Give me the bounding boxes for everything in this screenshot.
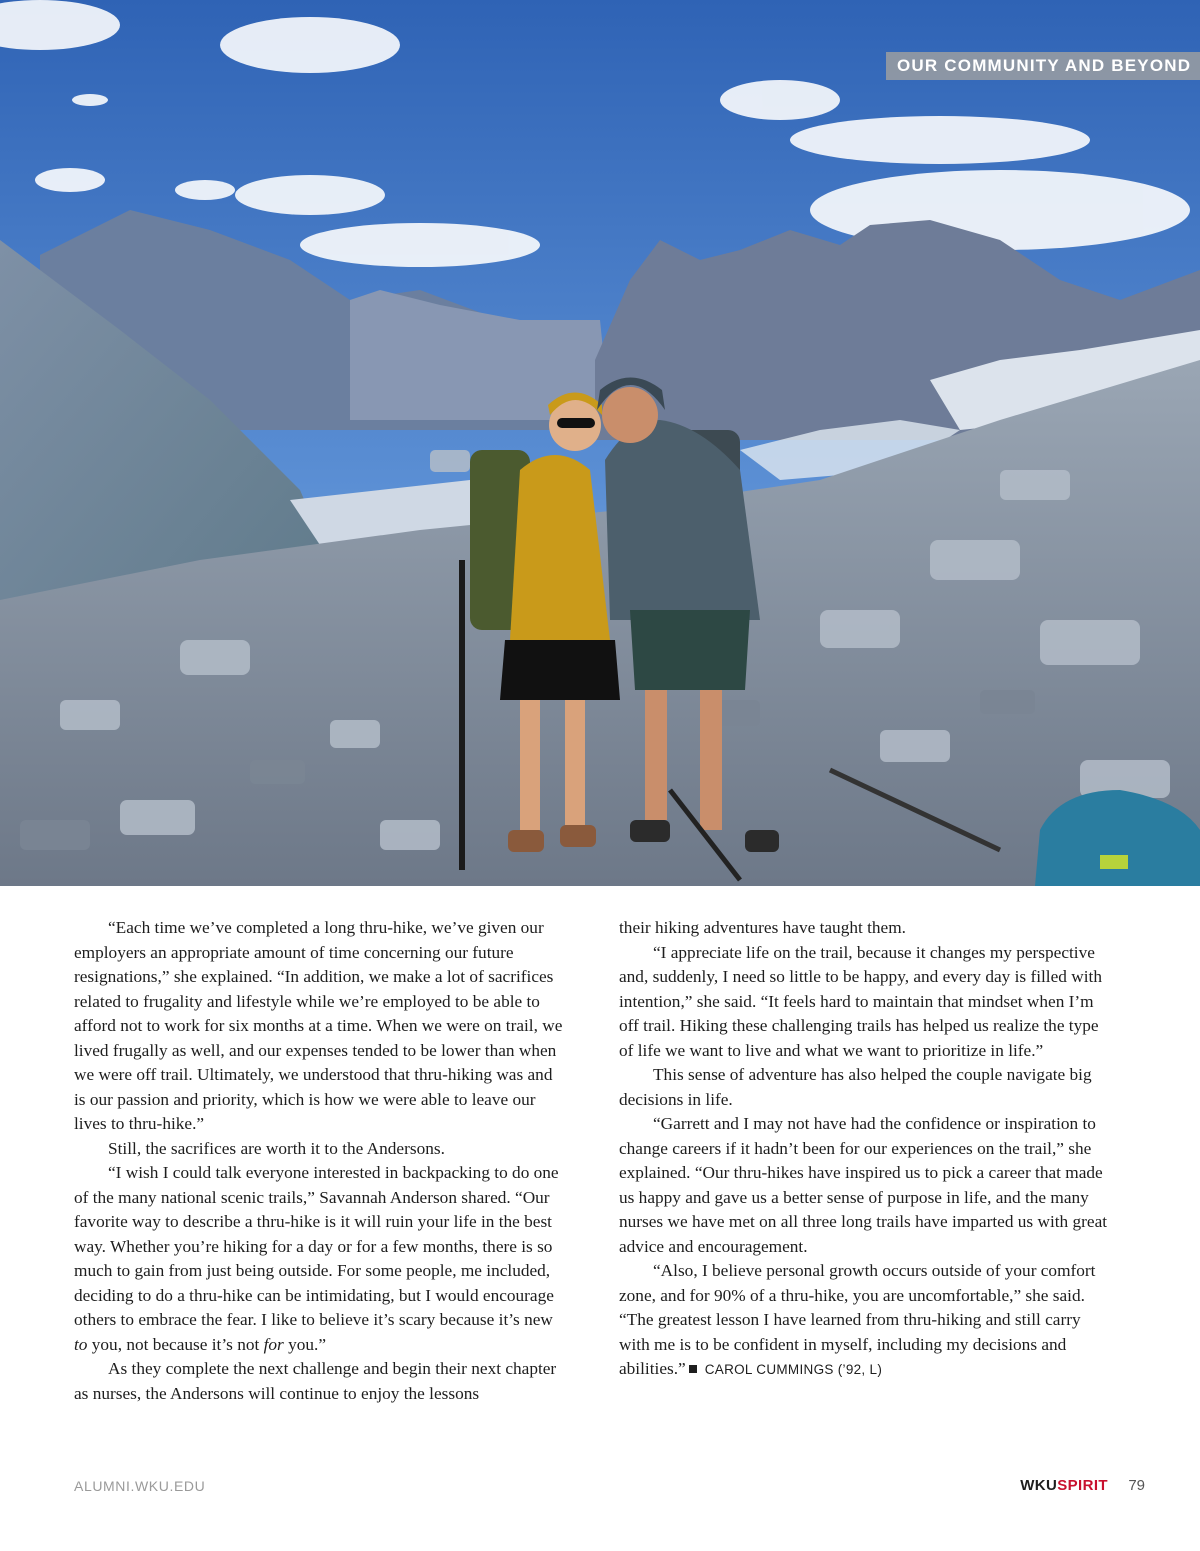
article-paragraph: “Each time we’ve completed a long thru-hike, we’ve given our employers an appropriate amount of time concerning our future resignations,” she explained. “In addition, we make a lot of sacrifices related to frugality and lifestyle while we’re employed to be able to afford not to work for six months at a time. When we were on trail, we lived frugally as well, and our expenses tended to be lower than when we were off trail. Ultimately, we understood that thru-hiking was and is our passion and priority, which is how we were able to leave our lives to thru-hike.”	[74, 918, 563, 1133]
author-byline: CAROL CUMMINGS (’92, L)	[704, 1362, 883, 1377]
article-column-right	[619, 916, 1111, 1383]
footer-url[interactable]: ALUMNI.WKU.EDU	[74, 1478, 206, 1494]
article-paragraph-continued: their hiking adventures have taught them.	[619, 918, 906, 937]
article-final-paragraph: “Also, I believe personal growth occurs outside of your comfort zone, and for 90% of a thru-hike, you are uncomfortable,” she said. “The greatest lesson I have learned from thru-hiking and still carry with me is to be confident in myself, including my decisions and abilities.” CAROL CUMMINGS (’92, L)	[619, 1261, 1096, 1378]
brand-wku: WKU	[1020, 1477, 1058, 1494]
article-paragraph: This sense of adventure has also helped the couple navigate big decisions in life.	[619, 1065, 1092, 1109]
page-number: 79	[1128, 1477, 1145, 1494]
article-paragraph: “I appreciate life on the trail, because it changes my perspective and, suddenly, I need so little to be happy, and every day is filled with intention,” she said. “It feels hard to maintain that mindset when I’m off trail. Hiking these challenging trails has helped us realize the type of life we want to live and what we want to prioritize in life.”	[619, 942, 1102, 1060]
emphasis-to: to	[74, 1334, 88, 1354]
article-paragraph-quote: “I wish I could talk everyone interested in backpacking to do one of the many national scenic trails,” Savannah Anderson shared. “Our favorite way to describe a thru-hike is it will ruin your life in the best way. Whether you’re hiking for a day or for a few months, there is so much to gain from just being outside. For some people, me included, deciding to do a thru-hike can be intimidating, but I would encourage others to embrace the fear. I like to believe it’s scary because it’s new to you, not because it’s not for you.”	[74, 1163, 559, 1354]
article-paragraph: As they complete the next challenge and begin their next chapter as nurses, the Andersons will continue to enjoy the lessons	[74, 1359, 557, 1403]
article-paragraph: Still, the sacrifices are worth it to the Andersons.	[108, 1138, 445, 1158]
end-mark-icon	[689, 1365, 697, 1373]
emphasis-for: for	[263, 1334, 284, 1354]
footer-brand	[1020, 1477, 1108, 1494]
brand-spirit: SPIRIT	[1057, 1477, 1108, 1494]
article-paragraph: “Garrett and I may not have had the confidence or inspiration to change careers if it hadn’t been for our experiences on the trail,” she explained. “Our thru-hikes have inspired us to pick a career that made us happy and gave us a better sense of purpose in life, and the many nurses we have met on all three long trails have imparted us with great advice and encouragement.	[619, 1114, 1108, 1256]
article-column-left	[74, 916, 566, 1406]
section-tag: OUR COMMUNITY AND BEYOND	[886, 52, 1200, 80]
